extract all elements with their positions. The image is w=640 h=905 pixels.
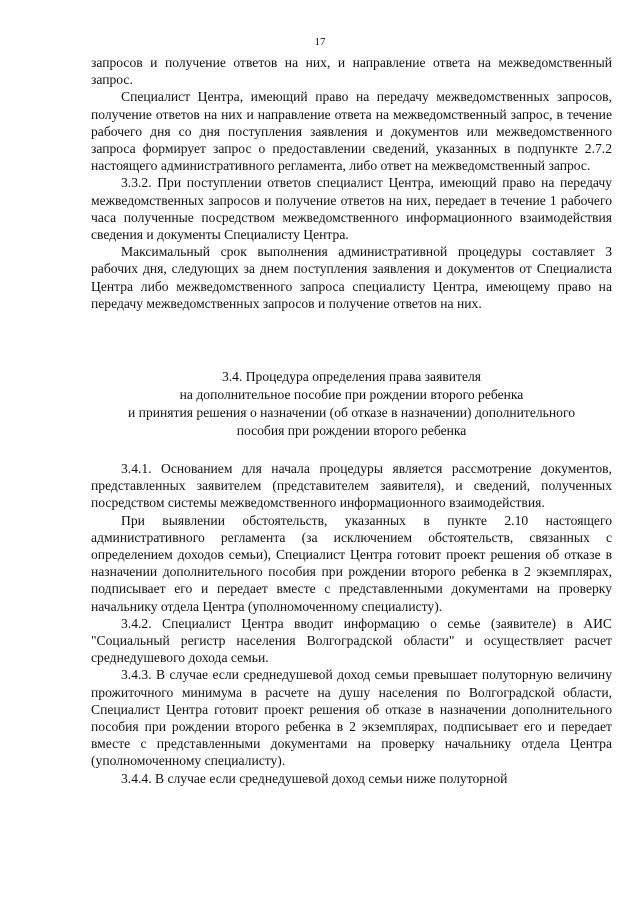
bottom-text-block — [91, 460, 612, 787]
paragraph-3-4-4: 3.4.4. В случае если среднедушевой доход семьи ниже полуторной — [121, 770, 508, 786]
section-heading-line-2: на дополнительное пособие при рождении второго ребенка — [179, 387, 524, 402]
paragraph-continuation: запросов и получение ответов на них, и направление ответа на межведомственный запрос. — [91, 55, 612, 88]
paragraph-3-4-3: 3.4.3. В случае если среднедушевой доход семьи превышает полуторную величину прожиточного минимума в расчете на душу населения по Волгоградской области, Специалист Центра готовит проект решения об отказе в назначении дополнительного пособия при рождении второго ребенка в 2 экземплярах, подписывает его и передает вместе с представленными документами на проверку начальнику отдела Центра (уполномоченному специалисту). — [91, 667, 612, 769]
paragraph-circumstances: При выявлении обстоятельств, указанных в пункте 2.10 настоящего административного регламента (за исключением обстоятельств, связанных с определением доходов семьи), Специалист Центра готовит проект решения об отказе в назначении дополнительного пособия при рождении второго ребенка в 2 экземплярах, подписывает его и передает вместе с представленными документами на проверку начальнику отдела Центра (уполномоченному специалисту). — [91, 512, 612, 614]
section-heading-3-4 — [91, 368, 612, 440]
section-heading-line-1: 3.4. Процедура определения права заявителя — [221, 369, 482, 384]
page-number: 17 — [314, 36, 326, 48]
paragraph-3-4-2: 3.4.2. Специалист Центра вводит информацию о семье (заявителе) в АИС "Социальный регистр населения Волгоградской области" и осуществляет расчет среднедушевого дохода семьи. — [91, 615, 612, 666]
paragraph-max-term: Максимальный срок выполнения административной процедуры составляет 3 рабочих дня, следующих за днем поступления заявления и документов от Специалиста Центра либо межведомственного запроса специалисту Центра, имеющему право на передачу межведомственных запросов и получение ответов на них. — [91, 244, 612, 311]
section-heading-line-3: и принятия решения о назначении (об отказе в назначении) дополнительного — [128, 405, 575, 420]
section-heading-line-4: пособия при рождении второго ребенка — [236, 423, 467, 438]
paragraph-specialist-requests: Специалист Центра, имеющий право на передачу межведомственных запросов, получение ответов на них и направление ответа на межведомственный запрос, в течение рабочего дня со дня поступления заявления и документов или межведомственного запроса формирует запрос о предоставлении сведений, указанных в подпункте 2.7.2 настоящего административного регламента, либо ответ на межведомственный запрос. — [91, 89, 612, 174]
top-text-block — [91, 54, 612, 312]
paragraph-3-4-1: 3.4.1. Основанием для начала процедуры является рассмотрение документов, представленных заявителем (представителем заявителя), и сведений, полученных посредством системы межведомственного информационного взаимодействия. — [91, 461, 612, 511]
paragraph-3-3-2: 3.3.2. При поступлении ответов специалист Центра, имеющий право на передачу межведомственных запросов и получение ответов на них, передает в течение 1 рабочего часа полученные посредством межведомственного информационного взаимодействия сведения и документы Специалисту Центра. — [91, 175, 612, 243]
